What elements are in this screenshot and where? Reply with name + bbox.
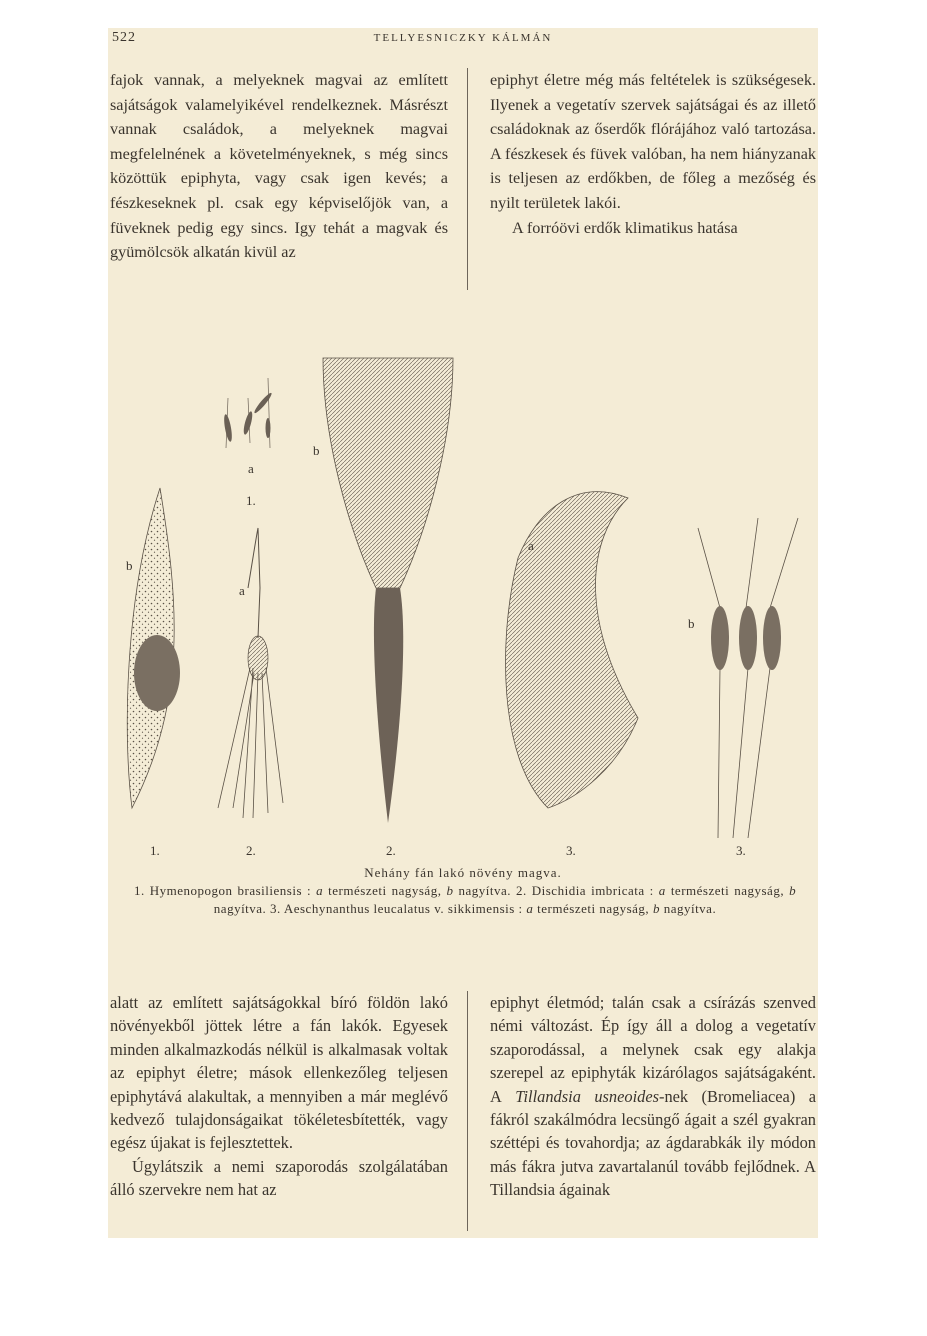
seed-illustration (108, 338, 818, 863)
fig1-label-b-top: b (313, 443, 320, 458)
bottom-label-2b: 2. (386, 843, 396, 858)
figure-caption (134, 882, 796, 918)
fig1-label-a: a (248, 461, 254, 476)
bottom-right-paragraph (490, 991, 816, 1202)
top-right-column (490, 68, 816, 280)
caption-part: természeti nagyság, (328, 883, 442, 898)
bottom-right-column (490, 991, 816, 1231)
caption-italic: b (789, 883, 797, 898)
bottom-right-text-1: epiphyt életmód; talán csak a csírázás szenved némi változást. Ép így áll a dolog a vegetatív szaporodással, a melynek csak egy alakja szerepel az epiphyták kizárólagos sajátságaként. A (490, 993, 816, 1106)
top-left-column (110, 68, 448, 280)
fig3-seed-cluster (506, 492, 638, 808)
running-head: TELLYESNICZKY KÁLMÁN (373, 32, 553, 44)
caption-part: nagyítva. (663, 901, 717, 916)
bottom-right-species-name: Tillandsia usneoides (515, 1086, 659, 1106)
fig2-large-seed (323, 358, 453, 823)
fig1-large-seed (127, 488, 180, 808)
bottom-label-2a: 2. (246, 843, 256, 858)
bottom-right-text-2: -nek (Bromeliacea) a fákról szakálmódra lecsüngő ágait a szél gyakran széttépi és tovahordja; az ágdarabkák ily módon más fákra jutva zavartalanúl tovább fejlődnek. A Tillandsia ágainak (490, 1086, 816, 1200)
fig3-label-b: b (688, 616, 695, 631)
top-left-paragraph: fajok vannak, a melyeknek magvai az említett sajátságok valamelyikével rendelkeznek. Másrészt vannak családok, a melyeknek magvai megfelelnének a követelményeknek, s még sincs közöttük epiphyta, vagy csak igen kevés; a fészkeseknek pl. csak egy képviselőjök van, a füveknek pedig egy sincs. Igy tehát a magvak és gyümölcsök alkatán kivül az (110, 71, 448, 262)
fig1-small-seeds (223, 378, 274, 448)
caption-part: természeti nagyság, (537, 901, 650, 916)
caption-part: természeti nagyság, (670, 883, 785, 898)
fig2-small-seed (218, 528, 283, 818)
bottom-label-3a: 3. (566, 843, 576, 858)
caption-italic: a (316, 883, 324, 898)
caption-italic: b (446, 883, 454, 898)
top-right-next-line: A forróövi erdők klimatikus hatása (512, 218, 738, 237)
caption-part: 1. Hymenopogon brasiliensis : (134, 883, 312, 898)
caption-part: nagyítva. 3. Aeschynanthus leucalatus v. sikkimensis : (213, 901, 523, 916)
bottom-left-column (110, 991, 448, 1231)
caption-italic: a (526, 901, 534, 916)
bottom-label-3b: 3. (736, 843, 746, 858)
column-rule-bottom (467, 991, 468, 1231)
fig3-label-a: a (528, 538, 534, 553)
caption-part: nagyítva. 2. Dischidia imbricata : (458, 883, 654, 898)
fig3-spindle-seeds (698, 518, 798, 838)
bottom-left-paragraph-1: alatt az említett sajátságokkal bíró földön lakó növényekből jöttek létre a fán lakók. Egyesek minden alkalmazkodás nélkül is alkalmasak voltak az epiphyt életre; mások ellenkezőleg teljesen epiphytává alakultak, a mennyiben a már meglévő kedvező tulajdonságaikat tökéletesbítették, vagy egész újakat is fejlesztettek. (110, 993, 448, 1153)
figure-caption-title: Nehány fán lakó növény magva. (364, 865, 562, 880)
caption-italic: b (652, 901, 660, 916)
book-page (108, 28, 818, 1238)
column-rule-top (467, 68, 468, 290)
top-right-paragraph: epiphyt életre még más feltételek is szükségesek. Ilyenek a vegetatív szervek sajátságai és az illető családoknak az őserdők flórájához való tartozása. A fészkesek és füvek valóban, ha nem hiányzanak is teljesen az erdőkben, de főleg a mezőség és nyilt területek lakói. (490, 71, 816, 212)
bottom-label-1: 1. (150, 843, 160, 858)
bottom-left-paragraph-2: Úgylátszik a nemi szaporodás szolgálatában álló szervekre nem hat az (110, 1156, 448, 1200)
fig1-label-roman: 1. (246, 493, 256, 508)
fig2-label-a: a (239, 583, 245, 598)
page-number: 522 (112, 30, 136, 45)
fig1-label-b-left: b (126, 558, 133, 573)
caption-italic: a (658, 883, 666, 898)
